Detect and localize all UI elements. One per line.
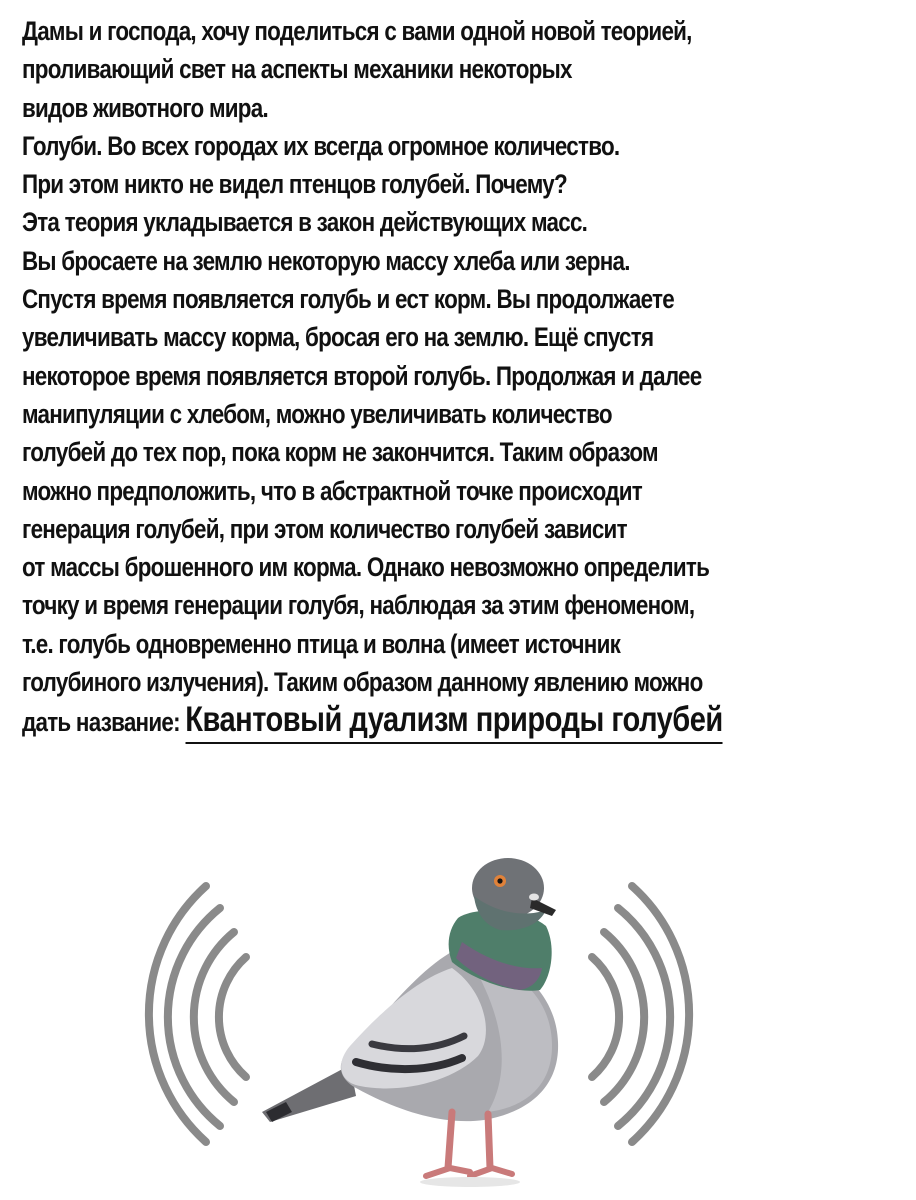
theory-title: Квантовый дуализм природы голубей xyxy=(185,700,722,744)
radio-wave-right-icon xyxy=(592,886,689,1142)
article-text xyxy=(22,12,752,742)
text-line: увеличивать массу корма, бросая его на землю. Ещё спустя xyxy=(22,322,654,353)
radio-wave-left-icon xyxy=(149,886,246,1142)
pigeon-image xyxy=(262,858,558,1187)
conclusion-row xyxy=(22,701,752,741)
text-line: Голуби. Во всех городах их всегда огромное количество. xyxy=(22,130,620,161)
text-line: точку и время генерации голубя, наблюдая за этим феноменом, xyxy=(22,590,695,621)
text-line: проливающий свет на аспекты механики некоторых xyxy=(22,54,572,85)
text-line: т.е. голубь одновременно птица и волна (имеет источник xyxy=(22,628,621,659)
text-line: манипуляции с хлебом, можно увеличивать количество xyxy=(22,398,612,429)
text-line: от массы брошенного им корма. Однако невозможно определить xyxy=(22,552,710,583)
text-line: голубей до тех пор, пока корм не закончится. Таким образом xyxy=(22,437,658,468)
text-line: видов животного мира. xyxy=(22,92,268,123)
text-line: Вы бросаете на землю некоторую массу хлеба или зерна. xyxy=(22,245,630,276)
conclusion-prefix: дать название: xyxy=(22,707,186,738)
text-line: Эта теория укладывается в закон действующих масс. xyxy=(22,207,588,238)
pigeon-illustration xyxy=(0,850,916,1200)
text-line: генерация голубей, при этом количество голубей зависит xyxy=(22,513,627,544)
text-line: Спустя время появляется голубь и ест корм. Вы продолжаете xyxy=(22,284,674,315)
text-line: можно предположить, что в абстрактной точке происходит xyxy=(22,475,642,506)
text-line: голубиного излучения). Таким образом данному явлению можно xyxy=(22,667,703,698)
text-line: При этом никто не видел птенцов голубей. Почему? xyxy=(22,169,567,200)
text-line: Дамы и господа, хочу поделиться с вами одной новой теорией, xyxy=(22,16,692,46)
text-line: некоторое время появляется второй голубь. Продолжая и далее xyxy=(22,360,702,391)
